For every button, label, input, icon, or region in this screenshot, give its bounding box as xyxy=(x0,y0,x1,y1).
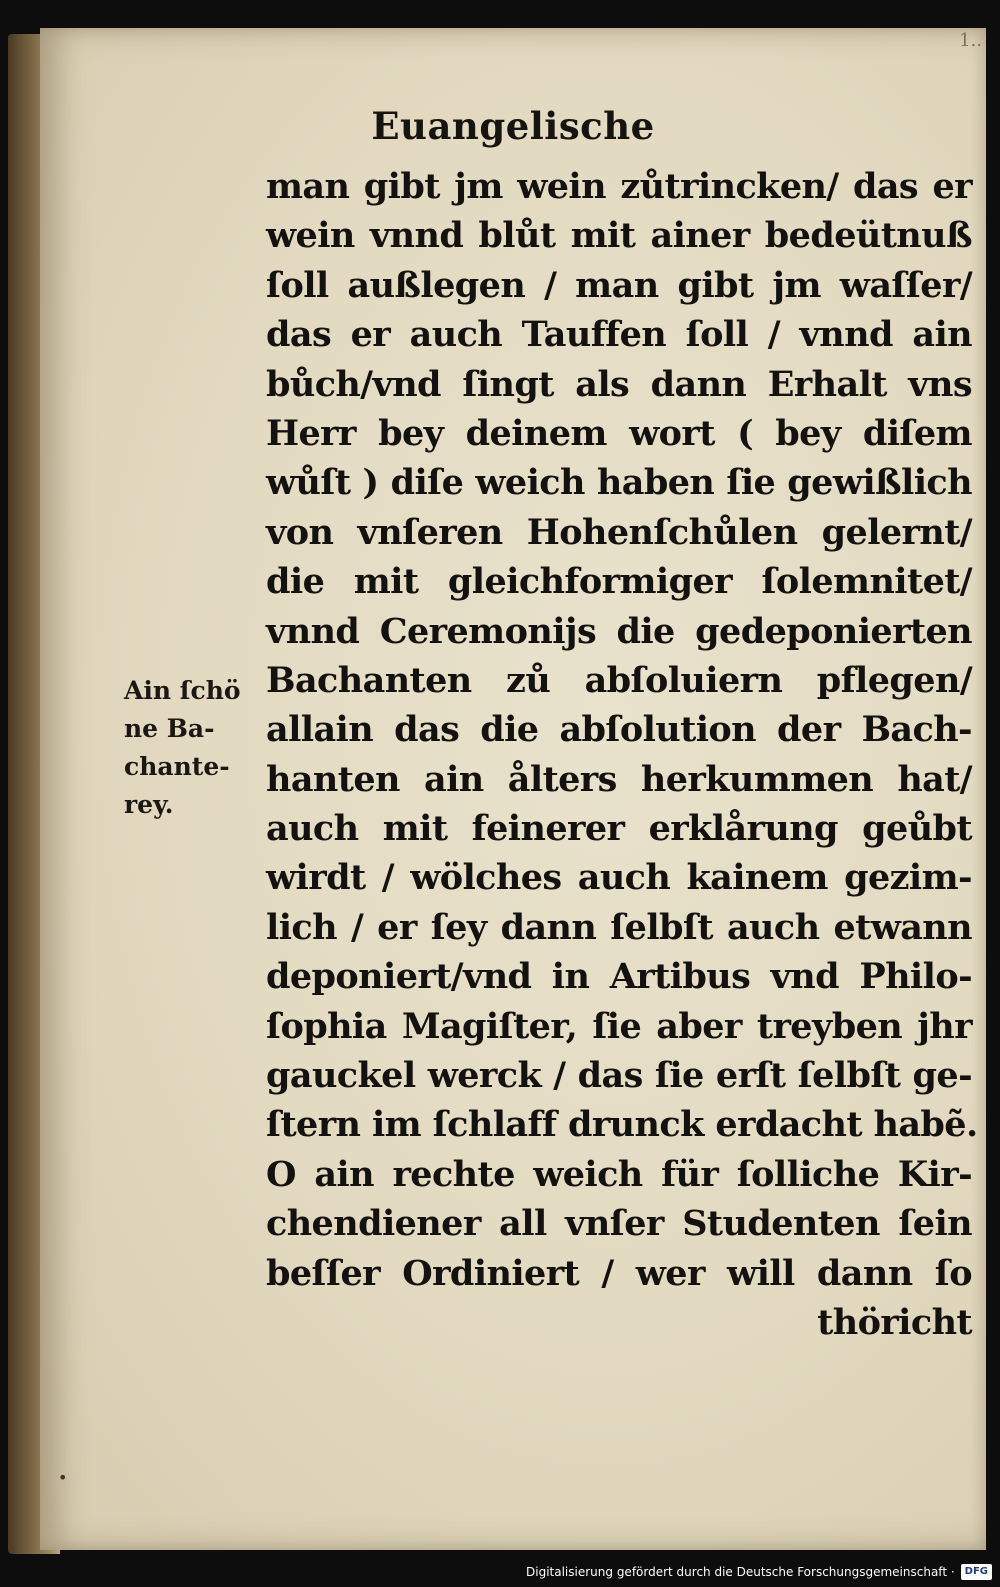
main-text-block xyxy=(266,162,978,1347)
marginal-note-line: Ain ſchö xyxy=(124,676,241,705)
text-line: Herr bey deinem wort ( bey diſem xyxy=(266,412,972,454)
text-line: ſoll außlegen / man gibt jm waſſer/ xyxy=(266,264,972,306)
text-line: deponiert/vnd in Artibus vnd Philo- xyxy=(266,956,972,998)
text-line: lich / er ſey dann ſelbſt auch etwann xyxy=(266,906,972,948)
digitization-footer xyxy=(526,1561,992,1583)
catchword: thöricht xyxy=(817,1301,972,1343)
text-line: ſophia Magiſter, ſie aber treyben jhr xyxy=(266,1005,972,1047)
marginal-note-line: rey. xyxy=(124,790,174,819)
text-line: hanten ain ålters herkummen hat/ xyxy=(266,758,972,800)
marginal-note-line: chante- xyxy=(124,752,230,781)
ink-speck: • xyxy=(58,1468,68,1487)
text-line: von vnſeren Hohenſchůlen gelernt/ xyxy=(266,511,972,553)
marginal-note-line: ne Ba- xyxy=(124,714,215,743)
text-line: O ain rechte weich für ſolliche Kir- xyxy=(266,1153,972,1195)
text-line: wein vnnd blůt mit ainer bedeütnuß xyxy=(266,215,972,257)
text-line: chendiener all vnſer Studenten ſein xyxy=(266,1203,972,1245)
text-line: vnnd Ceremonijs die gedeponierten xyxy=(266,610,972,652)
text-line: bůch/vnd ſingt als dann Erhalt vns xyxy=(266,363,972,405)
text-line: das er auch Tauffen ſoll / vnnd ain xyxy=(266,314,972,356)
text-line: Bachanten zů abſoluiern pflegen/ xyxy=(266,659,972,701)
text-line: beſſer Ordiniert / wer will dann ſo xyxy=(266,1252,972,1294)
text-line: gauckel werck / das ſie erſt ſelbſt ge- xyxy=(266,1055,972,1097)
text-line: auch mit feinerer erklårung geůbt xyxy=(266,808,972,850)
dfg-logo: DFG xyxy=(961,1564,992,1580)
text-line: die mit gleichformiger ſolemnitet/ xyxy=(266,561,972,603)
book-page xyxy=(40,28,986,1550)
text-line: man gibt jm wein zůtrincken/ das er xyxy=(266,166,972,207)
running-header: Euangelische xyxy=(371,104,655,148)
text-line: ſtern im ſchlaff drunck erdacht habẽ. xyxy=(266,1104,978,1146)
marginal-note xyxy=(124,672,264,824)
text-line: wůſt ) diſe weich haben ſie gewißlich xyxy=(266,462,972,504)
footer-credit: Digitalisierung gefördert durch die Deutsche Forschungsgemeinschaft · xyxy=(526,1565,955,1579)
text-line: allain das die abſolution der Bach- xyxy=(266,709,972,751)
text-line: wirdt / wölches auch kainem gezim- xyxy=(266,857,972,899)
folio-number: 1.. xyxy=(959,30,982,51)
